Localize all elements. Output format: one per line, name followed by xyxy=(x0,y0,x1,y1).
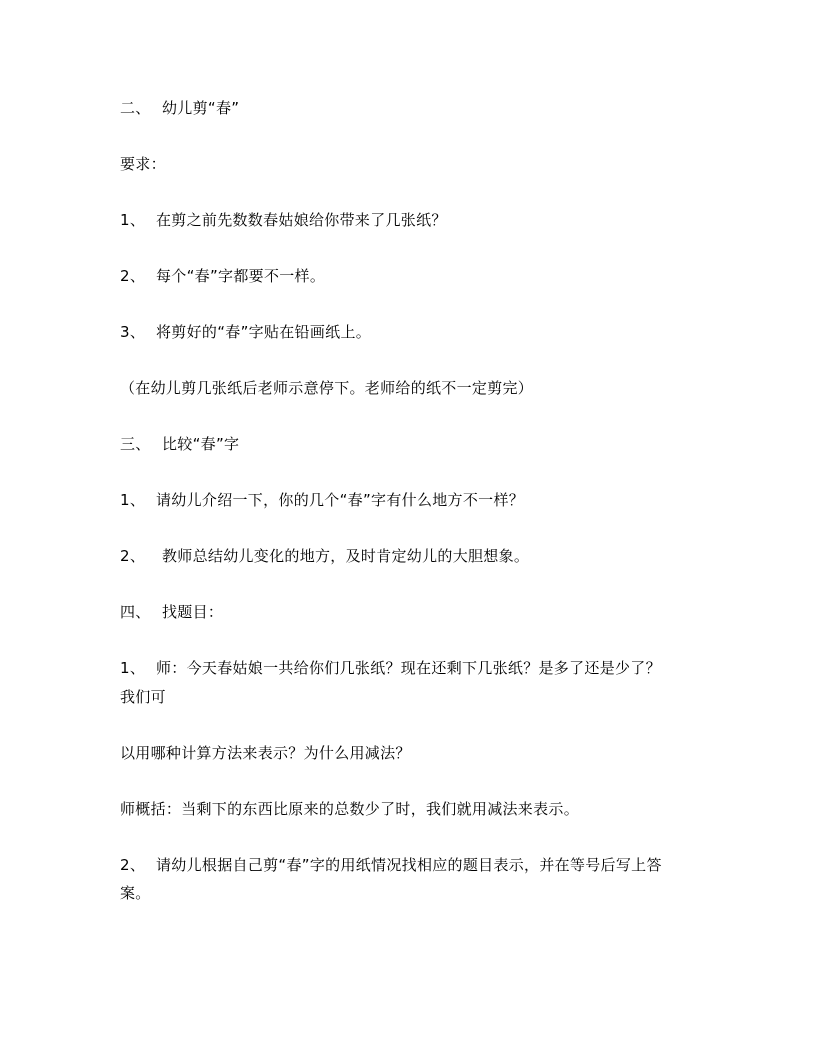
section-4-heading xyxy=(120,601,700,623)
item-text: 在剪之前先数数春姑娘给你带来了几张纸？ xyxy=(156,211,447,229)
section-3-heading xyxy=(120,433,700,455)
item-text: 教师总结幼儿变化的地方，及时肯定幼儿的大胆想象。 xyxy=(162,547,530,565)
item-text: 请幼儿根据自己剪“春”字的用纸情况找相应的题目表示，并在等号后写上答 xyxy=(156,856,662,874)
item-number: 3、 xyxy=(120,323,146,341)
list-item xyxy=(120,489,700,511)
section-title: 幼儿剪“春” xyxy=(162,99,240,117)
section-title: 找题目： xyxy=(162,603,224,621)
item-number: 2、 xyxy=(120,267,146,285)
teacher-summary: 师概括：当剩下的东西比原来的总数少了时，我们就用减法来表示。 xyxy=(120,800,580,818)
item-text: 师：今天春姑娘一共给你们几张纸？现在还剩下几张纸？是多了还是少了？ xyxy=(156,659,661,677)
list-item xyxy=(120,265,700,287)
list-item xyxy=(120,321,700,343)
item-number: 2、 xyxy=(120,547,146,565)
list-item xyxy=(120,657,700,679)
item-number: 1、 xyxy=(120,491,146,509)
section-title: 比较“春”字 xyxy=(162,435,240,453)
item-number: 1、 xyxy=(120,211,146,229)
item-text-continuation: 案。 xyxy=(120,884,151,902)
section-number: 三、 xyxy=(120,435,151,453)
item-text: 每个“春”字都要不一样。 xyxy=(156,267,326,285)
section-number: 二、 xyxy=(120,99,151,117)
item-number: 2、 xyxy=(120,856,146,874)
item-text: 请幼儿介绍一下，你的几个“春”字有什么地方不一样？ xyxy=(156,491,525,509)
section-number: 四、 xyxy=(120,603,151,621)
list-item xyxy=(120,209,700,231)
item-number: 1、 xyxy=(120,659,146,677)
teacher-note: （在幼儿剪几张纸后老师示意停下。老师给的纸不一定剪完） xyxy=(120,379,534,397)
item-text-continuation: 以用哪种计算方法来表示？为什么用减法？ xyxy=(120,744,411,762)
item-text: 将剪好的“春”字贴在铅画纸上。 xyxy=(156,323,372,341)
item-text-continuation: 我们可 xyxy=(120,688,166,706)
list-item xyxy=(120,545,700,567)
section-2-heading xyxy=(120,97,700,119)
list-item xyxy=(120,854,700,876)
requirement-label: 要求： xyxy=(120,155,166,173)
